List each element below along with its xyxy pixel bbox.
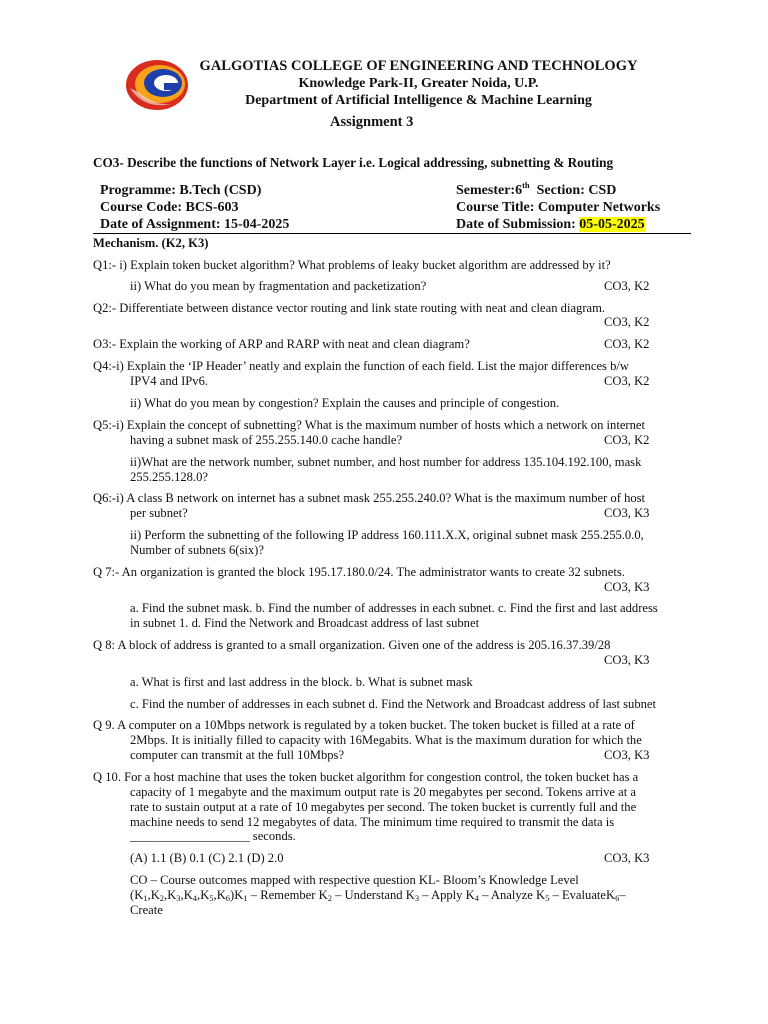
section: Section: CSD xyxy=(536,183,617,198)
q6-line-2: per subnet? xyxy=(130,506,188,520)
q8-line-2: a. What is first and last address in the block. b. What is subnet mask xyxy=(130,675,473,689)
q1-line-1: Q1:- i) Explain token bucket algorithm? What problems of leaky bucket algorithm are addressed by it? xyxy=(93,258,611,272)
q5-outcome-tag: CO3, K2 xyxy=(604,433,650,447)
q7-line-2: a. Find the subnet mask. b. Find the number of addresses in each subnet. c. Find the first and last address xyxy=(130,601,658,615)
q2-line-1: Q2:- Differentiate between distance vector routing and link state routing with neat and clean diagram. xyxy=(93,301,606,315)
department-name: Department of Artificial Intelligence & Machine Learning xyxy=(245,93,592,108)
date-of-submission xyxy=(456,216,660,233)
q7-outcome-tag: CO3, K3 xyxy=(604,580,650,594)
q6-line-1: Q6:-i) A class B network on internet has a subnet mask 255.255.240.0? What is the maximum number of host xyxy=(93,491,646,505)
q4-line-1: Q4:-i) Explain the ‘IP Header’ neatly and explain the function of each field. List the major differences b/w xyxy=(93,359,629,373)
co-legend-line-3: Create xyxy=(130,903,163,917)
q6-line-4: Number of subnets 6(six)? xyxy=(130,543,264,557)
course-code: Course Code: BCS-603 xyxy=(100,200,239,215)
date-of-assignment: Date of Assignment: 15-04-2025 xyxy=(100,217,290,232)
assignment-title: Assignment 3 xyxy=(330,114,414,130)
q10-line-3: rate to sustain output at a rate of 10 megabytes per second. The token bucket is currently full and the xyxy=(130,800,637,814)
semester-section xyxy=(456,182,660,199)
q9-outcome-tag: CO3, K3 xyxy=(604,748,650,762)
q5-line-2: having a subnet mask of 255.255.140.0 cache handle? xyxy=(130,433,403,447)
q6-line-3: ii) Perform the subnetting of the following IP address 160.111.X.X, original subnet mask 255.255.0.0, xyxy=(130,528,644,542)
course-outcome-heading: CO3- Describe the functions of Network Layer i.e. Logical addressing, subnetting & Routing xyxy=(93,155,614,170)
q10-line-2: capacity of 1 megabyte and the maximum output rate is 20 megabytes per second. Tokens arrive at a xyxy=(130,785,636,799)
date-of-submission-value: 05-05-2025 xyxy=(579,217,645,232)
q9-line-2: 2Mbps. It is initially filled to capacity with 16Megabits. What is the maximum duration for which the xyxy=(130,733,642,747)
q10-line-4: machine needs to send 12 megabytes of data. The minimum time required to transmit the data is xyxy=(130,815,615,829)
header-divider xyxy=(93,233,691,234)
q4-outcome-tag: CO3, K2 xyxy=(604,374,650,388)
q4-line-3: ii) What do you mean by congestion? Explain the causes and principle of congestion. xyxy=(130,396,560,410)
course-title: Course Title: Computer Networks xyxy=(456,200,661,215)
date-of-submission-label: Date of Submission: xyxy=(456,217,580,232)
q5-line-4: 255.255.128.0? xyxy=(130,470,209,484)
college-address: Knowledge Park-II, Greater Noida, U.P. xyxy=(298,76,539,91)
q6-outcome-tag: CO3, K3 xyxy=(604,506,650,520)
q3-line-1: O3:- Explain the working of ARP and RARP with neat and clean diagram? xyxy=(93,337,470,351)
semester-suffix: th xyxy=(522,180,530,190)
q9-line-3: computer can transmit at the full 10Mbps? xyxy=(130,748,345,762)
meta-right xyxy=(456,182,660,233)
q7-line-1: Q 7:- An organization is granted the block 195.17.180.0/24. The administrator wants to create 32 subnets. xyxy=(93,565,625,579)
q5-line-1: Q5:-i) Explain the concept of subnetting? What is the maximum number of hosts which a network on internet xyxy=(93,418,646,432)
q10-line-5: ___________________ seconds. xyxy=(130,829,296,843)
q1-line-2: ii) What do you mean by fragmentation and packetization? xyxy=(130,279,427,293)
q8-line-3: c. Find the number of addresses in each subnet d. Find the Network and Broadcast address of last subnet xyxy=(130,697,657,711)
mechanism-heading: Mechanism. (K2, K3) xyxy=(93,236,209,250)
q10-line-1: Q 10. For a host machine that uses the token bucket algorithm for congestion control, the token bucket has a xyxy=(93,770,639,784)
q5-line-3: ii)What are the network number, subnet number, and host number for address 135.104.192.100, mask xyxy=(130,455,642,469)
co-legend-line-1: CO – Course outcomes mapped with respective question KL- Bloom’s Knowledge Level xyxy=(130,873,579,887)
programme: Programme: B.Tech (CSD) xyxy=(100,183,262,198)
co-legend-line-2: $(K_1,K_2,K_3,K_4,K_5,K_6)K_1$ – Remember $K_2$ – Understand $K_3$ – Apply $K_4$ – Analyze $K_5$ – EvaluateK$_6$– xyxy=(130,888,626,903)
q7-line-3: in subnet 1. d. Find the Network and Broadcast address of last subnet xyxy=(130,616,480,630)
q2-outcome-tag: CO3, K2 xyxy=(604,315,650,329)
college-logo xyxy=(124,58,190,112)
q8-outcome-tag: CO3, K3 xyxy=(604,653,650,667)
college-name: GALGOTIAS COLLEGE OF ENGINEERING AND TECHNOLOGY xyxy=(199,58,638,74)
q10-options: (A) 1.1 (B) 0.1 (C) 2.1 (D) 2.0 xyxy=(130,851,284,865)
q8-line-1: Q 8: A block of address is granted to a small organization. Given one of the address is 205.16.37.39/28 xyxy=(93,638,611,652)
q10-outcome-tag: CO3, K3 xyxy=(604,851,650,865)
college-header xyxy=(196,58,641,109)
semester: Semester:6 xyxy=(456,183,523,198)
meta-left xyxy=(100,182,289,233)
q9-line-1: Q 9. A computer on a 10Mbps network is regulated by a token bucket. The token bucket is filled at a rate of xyxy=(93,718,635,732)
q4-line-2: IPV4 and IPv6. xyxy=(130,374,209,388)
q3-outcome-tag: CO3, K2 xyxy=(604,337,650,351)
q1-outcome-tag: CO3, K2 xyxy=(604,279,650,293)
